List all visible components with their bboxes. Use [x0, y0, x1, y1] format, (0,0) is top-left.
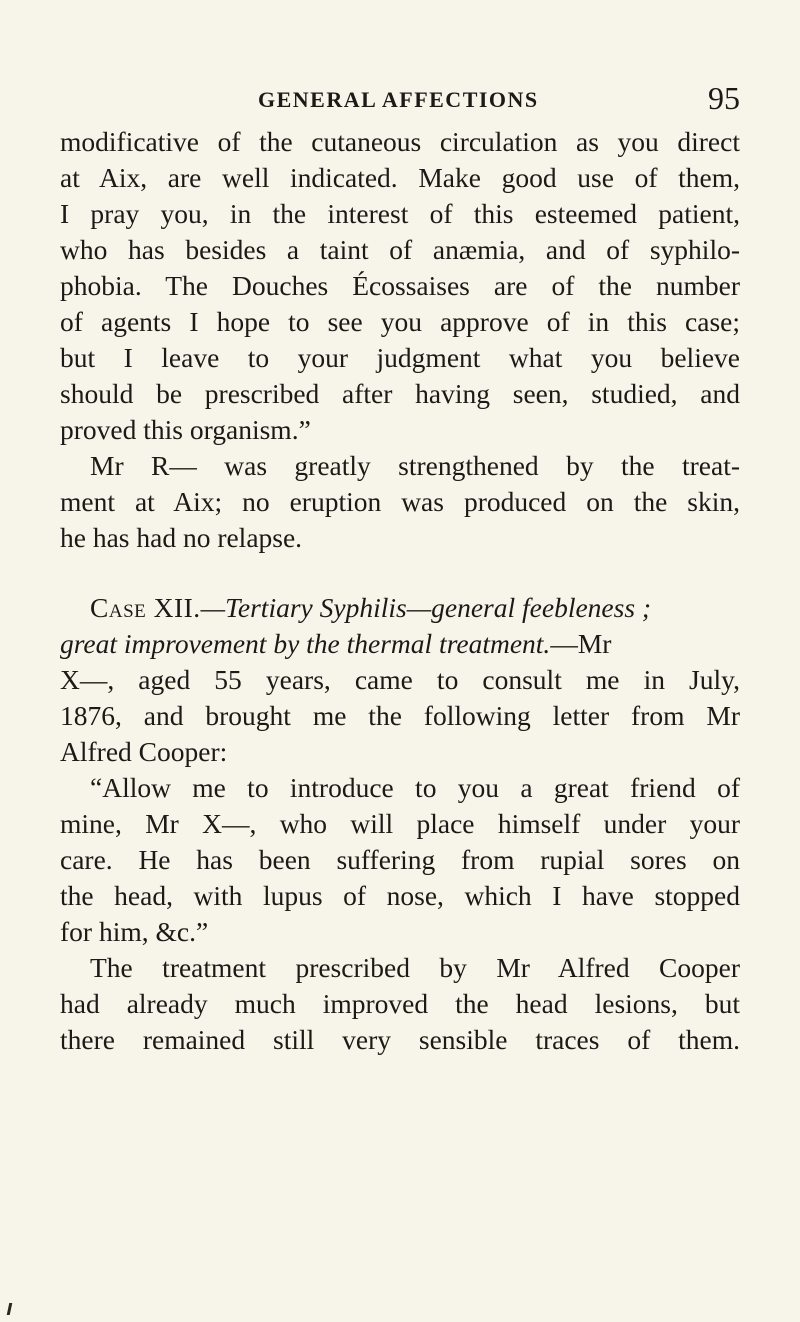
text-line: modificative of the cutaneous circulation as you direct — [60, 126, 740, 157]
text-line: should be prescribed after having seen, studied, and — [60, 378, 740, 409]
text-line: ment at Aix; no eruption was produced on the skin, — [60, 486, 740, 517]
case-subtitle: great improvement by the thermal treatment. — [60, 628, 551, 659]
case-subtitle-line — [60, 628, 740, 660]
text-line: Mr R— was greatly strengthened by the treat- — [90, 450, 740, 481]
text-line: who has besides a taint of anæmia, and of syphilo- — [60, 234, 740, 265]
text-line: of agents I hope to see you approve of in this case; — [60, 306, 740, 337]
text-line: I pray you, in the interest of this esteemed patient, — [60, 198, 740, 229]
text-fragment: —Mr — [550, 628, 612, 659]
print-mark — [7, 1303, 13, 1315]
case-title: —Tertiary Syphilis—general feebleness ; — [200, 592, 652, 623]
text-line: but I leave to your judgment what you believe — [60, 342, 740, 373]
text-line: mine, Mr X—, who will place himself under your — [60, 808, 740, 839]
text-line: The treatment prescribed by Mr Alfred Cooper — [90, 952, 740, 983]
text-line: “Allow me to introduce to you a great friend of — [90, 772, 740, 803]
text-line: care. He has been suffering from rupial sores on — [60, 844, 740, 875]
page-header — [258, 78, 740, 115]
case-heading-line — [90, 592, 740, 624]
running-title: GENERAL AFFECTIONS — [258, 87, 539, 112]
text-line: X—, aged 55 years, came to consult me in July, — [60, 664, 740, 695]
text-line: he has had no relapse. — [60, 522, 303, 553]
text-line: 1876, and brought me the following letter from Mr — [60, 700, 740, 731]
text-line: at Aix, are well indicated. Make good use of them, — [60, 162, 740, 193]
text-line: had already much improved the head lesions, but — [60, 988, 740, 1019]
text-line: Alfred Cooper: — [60, 736, 228, 767]
page-number: 95 — [708, 80, 740, 116]
text-line: proved this organism.” — [60, 414, 311, 445]
text-line: the head, with lupus of nose, which I have stopped — [60, 880, 740, 911]
text-line: for him, &c.” — [60, 916, 209, 947]
text-line: phobia. The Douches Écossaises are of the number — [60, 270, 740, 301]
text-line: there remained still very sensible traces of them. — [60, 1024, 740, 1055]
case-number: Case XII. — [90, 592, 201, 623]
